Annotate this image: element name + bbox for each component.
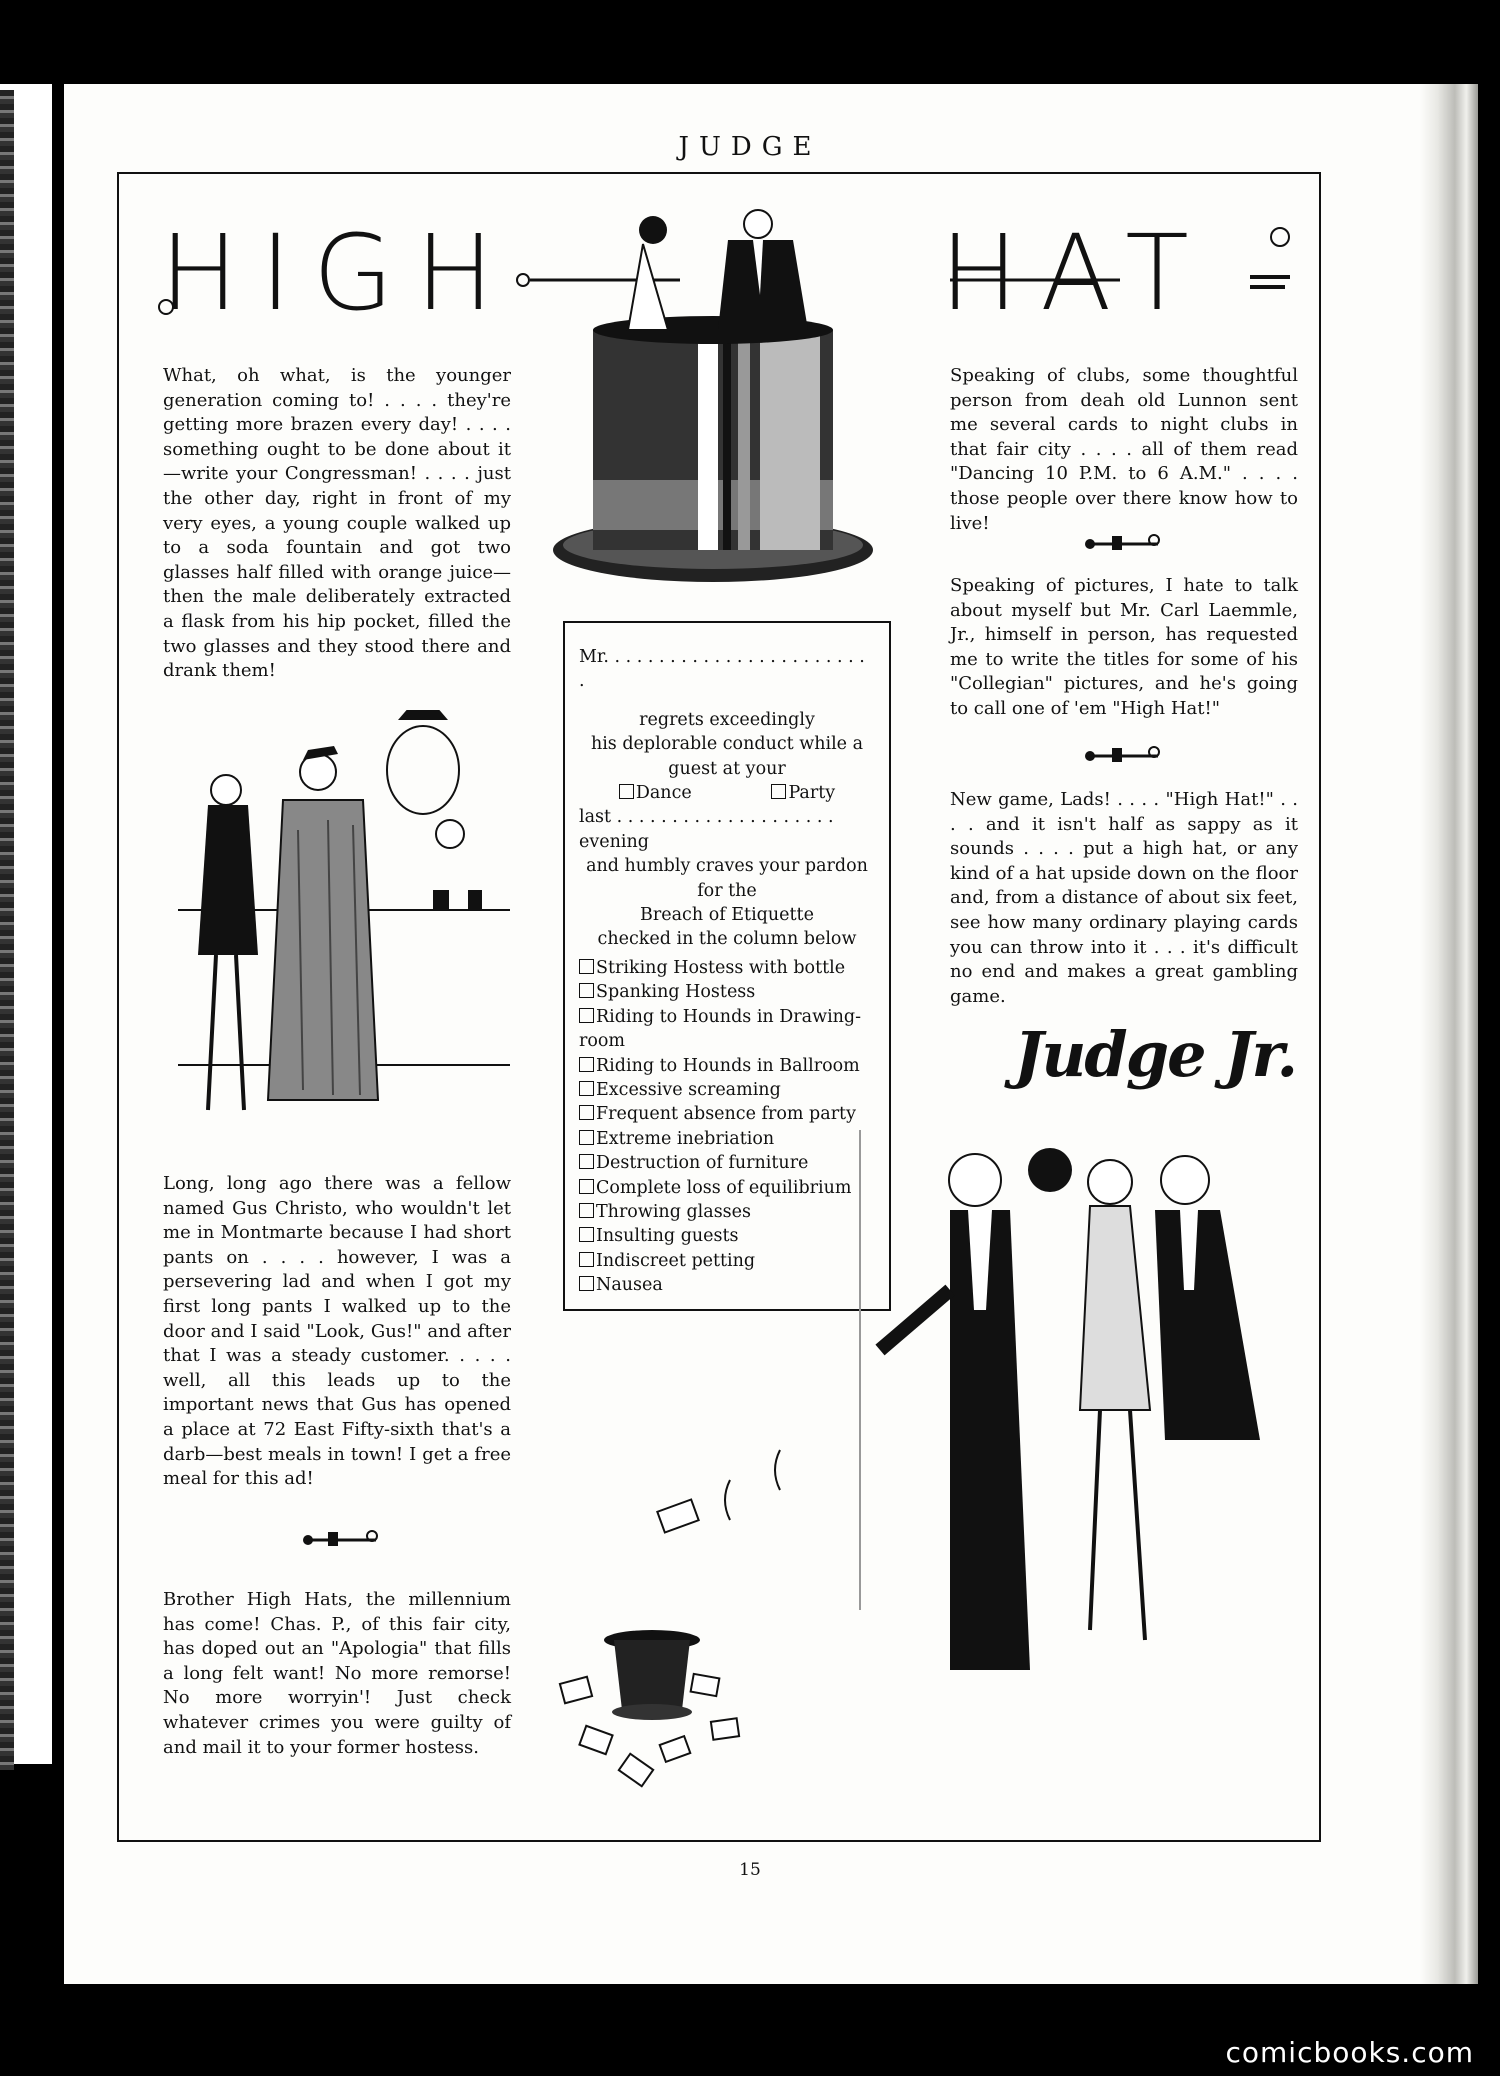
left-column-p3	[163, 1588, 511, 1760]
checkbox-icon[interactable]	[579, 1105, 594, 1120]
soda-fountain-illustration	[178, 710, 510, 1130]
paragraph-speaking-of-clubs: Speaking of clubs, some thoughtful person from deah old Lunnon sent me several cards to night clubs in that fair city . . . . all of them read "Dancing 10 P.M. to 6 A.M." . . . . those people over there know how to live!	[950, 365, 1298, 534]
form-line-1: regrets exceedingly	[639, 709, 815, 730]
checkbox-icon[interactable]	[579, 1179, 594, 1194]
checkbox-icon[interactable]	[579, 1154, 594, 1169]
paragraph-speaking-of-pictures: Speaking of pictures, I hate to talk about myself but Mr. Carl Laemmle, Jr., himself in person, has requested me to write the titles for some of his "Collegian" pictures, and he's going to call one of 'em "High Hat!"	[950, 575, 1298, 719]
form-offense-label: Nausea	[596, 1275, 663, 1296]
checkbox-icon[interactable]	[579, 1081, 594, 1096]
running-head: JUDGE	[678, 132, 822, 162]
adjacent-page-strip	[0, 90, 14, 1770]
form-line-6: Breach of Etiquette	[640, 905, 814, 926]
form-offense-label: Insulting guests	[596, 1226, 739, 1247]
cane-hat-ornament-icon	[300, 1526, 380, 1550]
checkbox-icon[interactable]	[579, 1130, 594, 1145]
checkbox-icon[interactable]	[579, 1057, 594, 1072]
form-option-dance[interactable]	[619, 781, 692, 805]
left-column-p2	[163, 1172, 511, 1492]
top-hat-couple-illustration	[548, 200, 878, 590]
form-offense-item[interactable]	[579, 1054, 875, 1078]
form-offense-item[interactable]	[579, 956, 875, 980]
paragraph-new-game: New game, Lads! . . . . "High Hat!" . . . . and it isn't half as sappy as it sounds . . . . put a high hat, or any kind of a hat upside down on the floor and, from a distance of about six feet, see how many ordinary playing cards you can throw into it . . . it's difficult no end and makes a great gambling game.	[950, 789, 1298, 1007]
checkbox-icon[interactable]	[579, 1227, 594, 1242]
checkbox-icon[interactable]	[771, 784, 786, 799]
form-line-4: and humbly craves your pardon	[586, 856, 868, 877]
paragraph-younger-generation: What, oh what, is the younger generation coming to! . . . . they're getting more brazen every day! . . . . something ought to be done about it —write your Congressman! . . . . just the other day, right in front of my very eyes, a young couple walked up to a soda fountain and got two glasses half filled with orange juice— then the male deliberately extracted a flask from his hip pocket, filled the two glasses and they stood there and drank them!	[163, 365, 511, 682]
form-offense-label: Destruction of furniture	[596, 1153, 809, 1174]
form-offense-label: Riding to Hounds in Ballroom	[596, 1055, 860, 1076]
right-column-p1	[950, 364, 1298, 536]
form-option-party-label: Party	[788, 783, 836, 804]
paragraph-brother-high-hats: Brother High Hats, the millennium has come! Chas. P., of this fair city, has doped out an "Apologia" that fills a long felt want! No more remorse! No more worryin'! Just check whatever crimes you were guilty of and mail it to your former hostess.	[163, 1589, 511, 1758]
form-offense-label: Throwing glasses	[596, 1201, 751, 1222]
form-option-dance-label: Dance	[635, 783, 692, 804]
form-last-evening: last . . . . . . . . . . . . . . . . . . . . evening	[579, 807, 834, 852]
form-event-options	[579, 781, 875, 805]
checkbox-icon[interactable]	[579, 1203, 594, 1218]
form-mr-line: Mr. . . . . . . . . . . . . . . . . . . . . . . . .	[579, 647, 865, 692]
checkbox-icon[interactable]	[619, 784, 634, 799]
watermark: comicbooks.com	[1225, 2036, 1474, 2069]
form-offense-label: Extreme inebriation	[596, 1128, 775, 1149]
cane-hat-ornament-icon	[1082, 530, 1162, 554]
page-gutter	[1420, 84, 1478, 1984]
form-offense-label: Striking Hostess with bottle	[596, 957, 846, 978]
right-column-p2	[950, 574, 1298, 722]
form-offense-label: Frequent absence from party	[596, 1104, 856, 1125]
form-offense-item[interactable]	[579, 1005, 875, 1054]
checkbox-icon[interactable]	[579, 1276, 594, 1291]
paragraph-gus-christo: Long, long ago there was a fellow named Gus Christo, who wouldn't let me in Montmarte because I had short pants on . . . . however, I was a persevering lad and when I got my first long pants I walked up to the door and I said "Look, Gus!" and after that I was a steady customer. . . . . well, all this leads up to the important news that Gus has opened a place at 72 East Fifty-sixth that's a darb—best meals in town! I get a free meal for this ad!	[163, 1173, 511, 1490]
checkbox-icon[interactable]	[579, 1008, 594, 1023]
form-line-5: for the	[697, 880, 757, 901]
title-high-text: HIGH	[160, 212, 516, 334]
left-column-p1	[163, 364, 511, 684]
form-offense-item[interactable]	[579, 1078, 875, 1102]
checkbox-icon[interactable]	[579, 959, 594, 974]
form-offense-item[interactable]	[579, 980, 875, 1004]
checkbox-icon[interactable]	[579, 1252, 594, 1267]
right-column-p3	[950, 788, 1298, 1009]
form-line-2: his deplorable conduct while a	[590, 734, 864, 755]
form-offense-label: Excessive screaming	[596, 1079, 781, 1100]
form-offense-label: Spanking Hostess	[596, 982, 756, 1003]
title-hat-text: HAT	[940, 212, 1211, 334]
form-line-7: checked in the column below	[597, 929, 857, 950]
page-number: 15	[739, 1860, 761, 1880]
cane-hat-ornament-icon	[1082, 742, 1162, 766]
form-option-party[interactable]	[771, 781, 835, 805]
form-offense-label: Indiscreet petting	[596, 1250, 756, 1271]
signature: Judge Jr.	[1014, 1018, 1297, 1091]
form-offense-label: Riding to Hounds in Drawing-room	[579, 1006, 862, 1052]
card-throwing-party-illustration	[650, 1110, 1300, 1710]
form-line-3: guest at your	[668, 758, 786, 779]
form-offense-label: Complete loss of equilibrium	[596, 1177, 852, 1198]
checkbox-icon[interactable]	[579, 983, 594, 998]
